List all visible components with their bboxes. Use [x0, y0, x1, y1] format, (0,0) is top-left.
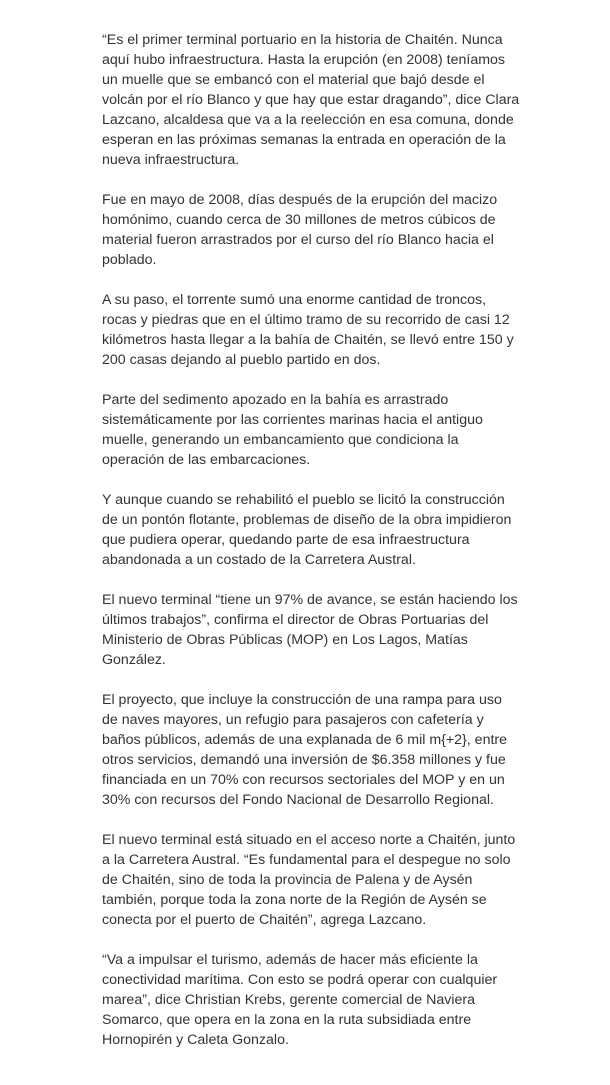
article-paragraph: A su paso, el torrente sumó una enorme cantidad de troncos, rocas y piedras que en el último tramo de su recorrido de casi 12 kilómetros hasta llegar a la bahía de Chaitén, se llevó entre 150 y 200 casas dejando al pueblo partido en dos. — [102, 292, 514, 368]
article-paragraph: Parte del sedimento apozado en la bahía es arrastrado sistemáticamente por las corrientes marinas hacia el antiguo muelle, generando un embancamiento que condiciona la operación de las embarcaciones. — [102, 392, 483, 468]
article-paragraph: “Es el primer terminal portuario en la historia de Chaitén. Nunca aquí hubo infraestructura. Hasta la erupción (en 2008) teníamos un muelle que se embancó con el material que bajó desde el volcán por el río Blanco y que hay que estar dragando”, dice Clara Lazcano, alcaldesa que va a la reelección en esa comuna, donde esperan en las próximas semanas la entrada en operación de la nueva infraestructura. — [102, 32, 520, 168]
article-paragraph: El nuevo terminal “tiene un 97% de avance, se están haciendo los últimos trabajos”, confirma el director de Obras Portuarias del Ministerio de Obras Públicas (MOP) en Los Lagos, Matías González. — [102, 592, 518, 668]
article-paragraph: El proyecto, que incluye la construcción de una rampa para uso de naves mayores, un refugio para pasajeros con cafetería y baños públicos, además de una explanada de 6 mil m{+2}, entre otros servicios, demandó una inversión de $6.358 millones y fue financiada en un 70% con recursos sectoriales del MOP y en un 30% con recursos del Fondo Nacional de Desarrollo Regional. — [102, 692, 508, 808]
article-paragraph: “Va a impulsar el turismo, además de hacer más eficiente la conectividad marítima. Con esto se podrá operar con cualquier marea”, dice Christian Krebs, gerente comercial de Naviera Somarco, que opera en la zona en la ruta subsidiada entre Hornopirén y Caleta Gonzalo. — [102, 952, 498, 1048]
article-body — [102, 30, 520, 1070]
article-paragraph: Y aunque cuando se rehabilitó el pueblo se licitó la construcción de un pontón flotante, problemas de diseño de la obra impidieron que pudiera operar, quedando parte de esa infraestructura abandonada a un costado de la Carretera Austral. — [102, 492, 512, 568]
article-paragraph: El nuevo terminal está situado en el acceso norte a Chaitén, junto a la Carretera Austral. “Es fundamental para el despegue no solo de Chaitén, sino de toda la provincia de Palena y de Aysén también, porque toda la zona norte de la Región de Aysén se conecta por el puerto de Chaitén”, agrega Lazcano. — [102, 832, 516, 928]
article-paragraph: Fue en mayo de 2008, días después de la erupción del macizo homónimo, cuando cerca de 30 millones de metros cúbicos de material fueron arrastrados por el curso del río Blanco hacia el poblado. — [102, 192, 498, 268]
